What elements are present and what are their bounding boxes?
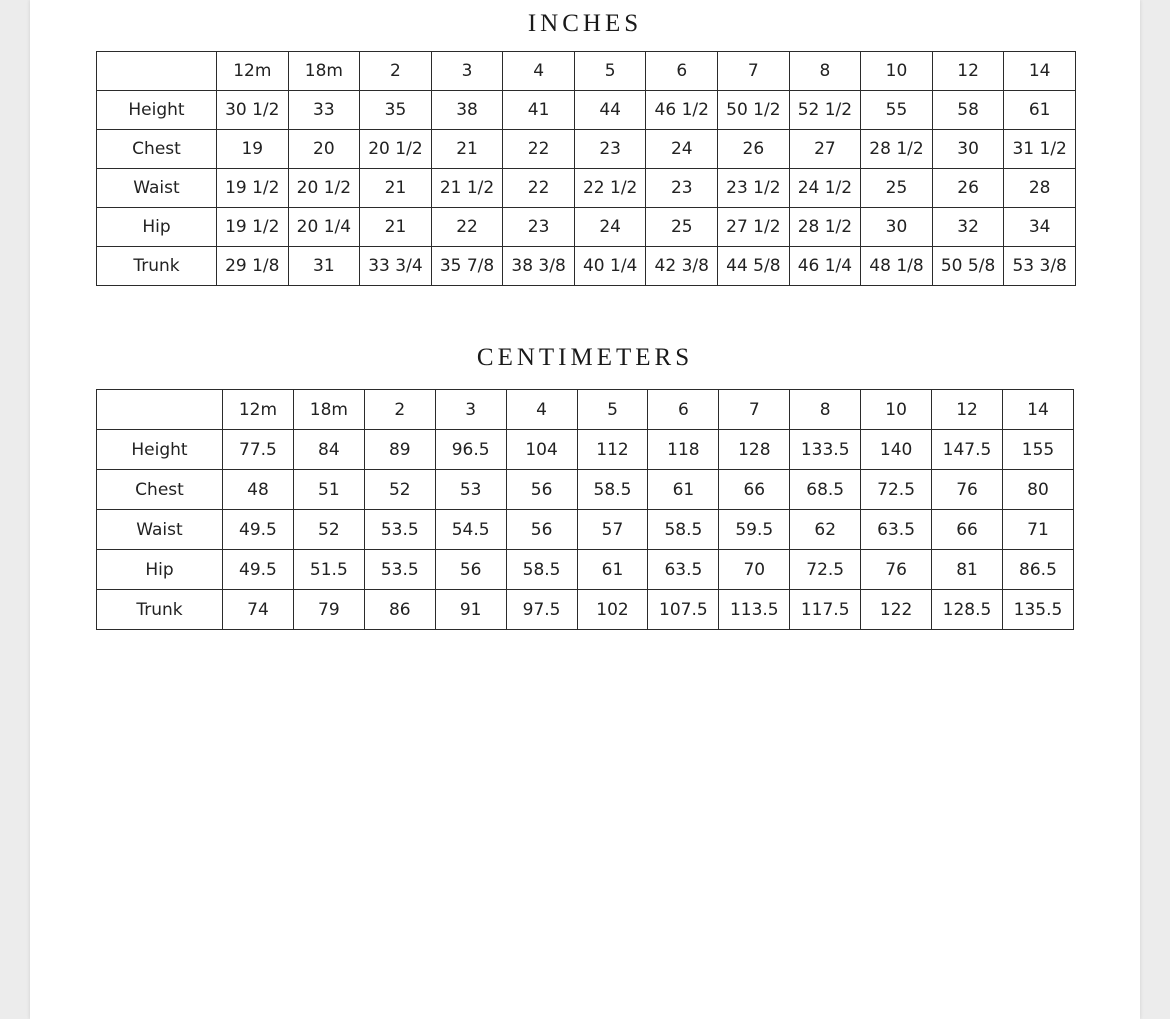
measurement-value: 52 bbox=[364, 470, 435, 510]
measurement-value: 77.5 bbox=[223, 430, 294, 470]
measurement-value: 22 bbox=[503, 169, 575, 208]
measurement-value: 66 bbox=[719, 470, 790, 510]
measurement-label: Waist bbox=[97, 510, 223, 550]
measurement-value: 28 1/2 bbox=[789, 208, 861, 247]
measurement-value: 56 bbox=[435, 550, 506, 590]
measurement-value: 35 7/8 bbox=[431, 247, 503, 286]
corner-cell bbox=[97, 390, 223, 430]
measurement-value: 61 bbox=[577, 550, 648, 590]
measurement-value: 46 1/4 bbox=[789, 247, 861, 286]
measurement-value: 59.5 bbox=[719, 510, 790, 550]
measurement-value: 34 bbox=[1004, 208, 1076, 247]
measurement-value: 66 bbox=[932, 510, 1003, 550]
size-header-cell: 18m bbox=[288, 52, 360, 91]
measurement-value: 41 bbox=[503, 91, 575, 130]
measurement-value: 21 bbox=[431, 130, 503, 169]
measurement-value: 24 bbox=[646, 130, 718, 169]
size-header-cell: 12m bbox=[223, 390, 294, 430]
measurement-value: 49.5 bbox=[223, 510, 294, 550]
measurement-value: 89 bbox=[364, 430, 435, 470]
measurement-row bbox=[97, 590, 1074, 630]
measurement-row bbox=[97, 91, 1076, 130]
measurement-value: 58.5 bbox=[506, 550, 577, 590]
measurement-value: 140 bbox=[861, 430, 932, 470]
size-header-cell: 2 bbox=[360, 52, 432, 91]
measurement-value: 20 1/2 bbox=[288, 169, 360, 208]
measurement-label: Height bbox=[97, 430, 223, 470]
measurement-value: 30 1/2 bbox=[217, 91, 289, 130]
measurement-value: 29 1/8 bbox=[217, 247, 289, 286]
measurement-value: 21 bbox=[360, 208, 432, 247]
measurement-value: 61 bbox=[648, 470, 719, 510]
measurement-value: 38 3/8 bbox=[503, 247, 575, 286]
corner-cell bbox=[97, 52, 217, 91]
measurement-value: 51 bbox=[293, 470, 364, 510]
measurement-value: 63.5 bbox=[648, 550, 719, 590]
measurement-value: 44 bbox=[574, 91, 646, 130]
measurement-value: 76 bbox=[932, 470, 1003, 510]
measurement-value: 58.5 bbox=[577, 470, 648, 510]
measurement-value: 28 1/2 bbox=[861, 130, 933, 169]
measurement-value: 63.5 bbox=[861, 510, 932, 550]
measurement-value: 68.5 bbox=[790, 470, 861, 510]
size-header-cell: 7 bbox=[718, 52, 790, 91]
measurement-value: 19 1/2 bbox=[217, 169, 289, 208]
measurement-label: Trunk bbox=[97, 247, 217, 286]
measurement-value: 24 1/2 bbox=[789, 169, 861, 208]
measurement-value: 57 bbox=[577, 510, 648, 550]
inches-table-body bbox=[97, 52, 1076, 286]
measurement-value: 102 bbox=[577, 590, 648, 630]
measurement-value: 71 bbox=[1002, 510, 1073, 550]
measurement-value: 48 1/8 bbox=[861, 247, 933, 286]
measurement-value: 25 bbox=[646, 208, 718, 247]
centimeters-table-body bbox=[97, 390, 1074, 630]
measurement-value: 81 bbox=[932, 550, 1003, 590]
measurement-row bbox=[97, 430, 1074, 470]
size-header-row bbox=[97, 390, 1074, 430]
size-header-cell: 3 bbox=[431, 52, 503, 91]
measurement-label: Hip bbox=[97, 208, 217, 247]
size-header-cell: 18m bbox=[293, 390, 364, 430]
size-header-cell: 14 bbox=[1002, 390, 1073, 430]
measurement-value: 58.5 bbox=[648, 510, 719, 550]
measurement-value: 31 1/2 bbox=[1004, 130, 1076, 169]
measurement-label: Waist bbox=[97, 169, 217, 208]
measurement-value: 22 1/2 bbox=[574, 169, 646, 208]
measurement-value: 91 bbox=[435, 590, 506, 630]
measurement-value: 72.5 bbox=[861, 470, 932, 510]
measurement-row bbox=[97, 470, 1074, 510]
size-header-cell: 3 bbox=[435, 390, 506, 430]
measurement-value: 52 1/2 bbox=[789, 91, 861, 130]
measurement-value: 19 1/2 bbox=[217, 208, 289, 247]
measurement-value: 96.5 bbox=[435, 430, 506, 470]
size-header-cell: 7 bbox=[719, 390, 790, 430]
measurement-value: 33 3/4 bbox=[360, 247, 432, 286]
measurement-value: 54.5 bbox=[435, 510, 506, 550]
measurement-value: 133.5 bbox=[790, 430, 861, 470]
measurement-value: 86 bbox=[364, 590, 435, 630]
measurement-value: 53.5 bbox=[364, 510, 435, 550]
measurement-value: 72.5 bbox=[790, 550, 861, 590]
measurement-value: 155 bbox=[1002, 430, 1073, 470]
measurement-value: 117.5 bbox=[790, 590, 861, 630]
measurement-value: 128.5 bbox=[932, 590, 1003, 630]
size-header-cell: 6 bbox=[646, 52, 718, 91]
size-header-cell: 5 bbox=[577, 390, 648, 430]
measurement-value: 22 bbox=[431, 208, 503, 247]
measurement-value: 62 bbox=[790, 510, 861, 550]
centimeters-size-table bbox=[96, 389, 1074, 630]
measurement-value: 23 bbox=[503, 208, 575, 247]
measurement-value: 48 bbox=[223, 470, 294, 510]
measurement-value: 25 bbox=[861, 169, 933, 208]
measurement-value: 30 bbox=[932, 130, 1004, 169]
measurement-value: 31 bbox=[288, 247, 360, 286]
inches-size-table bbox=[96, 51, 1076, 286]
measurement-value: 135.5 bbox=[1002, 590, 1073, 630]
measurement-value: 50 1/2 bbox=[718, 91, 790, 130]
measurement-value: 53 bbox=[435, 470, 506, 510]
measurement-value: 122 bbox=[861, 590, 932, 630]
size-header-cell: 5 bbox=[574, 52, 646, 91]
measurement-value: 56 bbox=[506, 470, 577, 510]
measurement-label: Height bbox=[97, 91, 217, 130]
measurement-value: 107.5 bbox=[648, 590, 719, 630]
measurement-value: 53.5 bbox=[364, 550, 435, 590]
measurement-value: 27 1/2 bbox=[718, 208, 790, 247]
measurement-value: 42 3/8 bbox=[646, 247, 718, 286]
size-header-cell: 12 bbox=[932, 390, 1003, 430]
document-page bbox=[30, 0, 1140, 1019]
measurement-label: Chest bbox=[97, 130, 217, 169]
measurement-value: 38 bbox=[431, 91, 503, 130]
measurement-value: 97.5 bbox=[506, 590, 577, 630]
size-header-cell: 12 bbox=[932, 52, 1004, 91]
measurement-value: 28 bbox=[1004, 169, 1076, 208]
measurement-value: 21 1/2 bbox=[431, 169, 503, 208]
size-header-cell: 4 bbox=[503, 52, 575, 91]
size-header-cell: 8 bbox=[789, 52, 861, 91]
measurement-value: 20 1/2 bbox=[360, 130, 432, 169]
measurement-value: 53 3/8 bbox=[1004, 247, 1076, 286]
measurement-row bbox=[97, 130, 1076, 169]
size-header-cell: 12m bbox=[217, 52, 289, 91]
measurement-value: 147.5 bbox=[932, 430, 1003, 470]
size-header-cell: 14 bbox=[1004, 52, 1076, 91]
measurement-value: 26 bbox=[718, 130, 790, 169]
measurement-value: 70 bbox=[719, 550, 790, 590]
centimeters-heading: CENTIMETERS bbox=[476, 344, 694, 371]
measurement-value: 24 bbox=[574, 208, 646, 247]
measurement-value: 44 5/8 bbox=[718, 247, 790, 286]
measurement-value: 74 bbox=[223, 590, 294, 630]
measurement-value: 20 1/4 bbox=[288, 208, 360, 247]
measurement-value: 79 bbox=[293, 590, 364, 630]
measurement-row bbox=[97, 510, 1074, 550]
size-header-cell: 10 bbox=[861, 390, 932, 430]
size-header-cell: 2 bbox=[364, 390, 435, 430]
measurement-row bbox=[97, 550, 1074, 590]
measurement-value: 86.5 bbox=[1002, 550, 1073, 590]
measurement-row bbox=[97, 208, 1076, 247]
size-header-cell: 8 bbox=[790, 390, 861, 430]
measurement-value: 52 bbox=[293, 510, 364, 550]
size-header-cell: 6 bbox=[648, 390, 719, 430]
measurement-label: Chest bbox=[97, 470, 223, 510]
measurement-value: 49.5 bbox=[223, 550, 294, 590]
measurement-label: Hip bbox=[97, 550, 223, 590]
measurement-value: 19 bbox=[217, 130, 289, 169]
measurement-value: 27 bbox=[789, 130, 861, 169]
measurement-value: 76 bbox=[861, 550, 932, 590]
measurement-value: 61 bbox=[1004, 91, 1076, 130]
measurement-value: 40 1/4 bbox=[574, 247, 646, 286]
measurement-value: 22 bbox=[503, 130, 575, 169]
measurement-value: 118 bbox=[648, 430, 719, 470]
measurement-value: 26 bbox=[932, 169, 1004, 208]
measurement-value: 55 bbox=[861, 91, 933, 130]
size-header-cell: 10 bbox=[861, 52, 933, 91]
measurement-value: 23 bbox=[574, 130, 646, 169]
measurement-value: 58 bbox=[932, 91, 1004, 130]
measurement-value: 23 bbox=[646, 169, 718, 208]
size-header-cell: 4 bbox=[506, 390, 577, 430]
size-header-row bbox=[97, 52, 1076, 91]
measurement-value: 32 bbox=[932, 208, 1004, 247]
measurement-label: Trunk bbox=[97, 590, 223, 630]
measurement-value: 33 bbox=[288, 91, 360, 130]
measurement-value: 21 bbox=[360, 169, 432, 208]
measurement-value: 80 bbox=[1002, 470, 1073, 510]
measurement-value: 56 bbox=[506, 510, 577, 550]
measurement-value: 20 bbox=[288, 130, 360, 169]
inches-heading: INCHES bbox=[527, 10, 643, 37]
measurement-value: 46 1/2 bbox=[646, 91, 718, 130]
measurement-value: 112 bbox=[577, 430, 648, 470]
measurement-value: 50 5/8 bbox=[932, 247, 1004, 286]
measurement-value: 128 bbox=[719, 430, 790, 470]
measurement-value: 30 bbox=[861, 208, 933, 247]
measurement-row bbox=[97, 169, 1076, 208]
measurement-value: 51.5 bbox=[293, 550, 364, 590]
measurement-value: 104 bbox=[506, 430, 577, 470]
measurement-value: 35 bbox=[360, 91, 432, 130]
measurement-row bbox=[97, 247, 1076, 286]
measurement-value: 113.5 bbox=[719, 590, 790, 630]
measurement-value: 84 bbox=[293, 430, 364, 470]
measurement-value: 23 1/2 bbox=[718, 169, 790, 208]
